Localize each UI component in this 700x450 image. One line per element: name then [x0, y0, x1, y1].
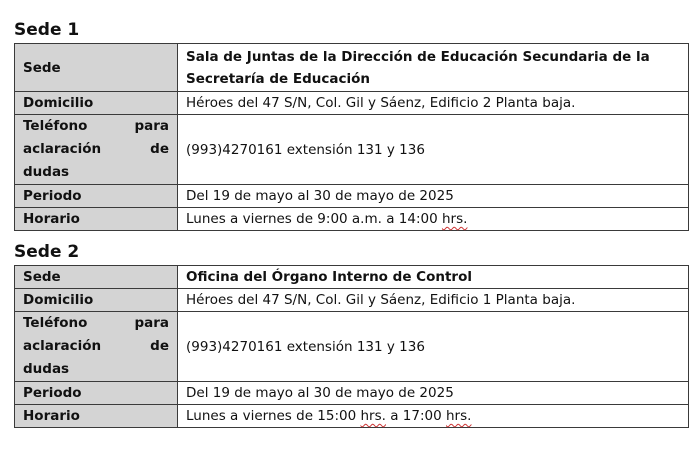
- horario-hrs-2: hrs.: [446, 408, 472, 424]
- periodo-label: Periodo: [15, 382, 178, 405]
- sede-2-heading: Sede 2: [14, 242, 80, 262]
- table-row: [15, 289, 689, 312]
- horario-text-2: a 17:00: [385, 408, 446, 424]
- sede-2-table: [14, 265, 689, 428]
- telefono-value: (993)4270161 extensión 131 y 136: [178, 312, 689, 382]
- sede-1-table: [14, 43, 689, 231]
- table-row: [15, 92, 689, 115]
- table-row: [15, 115, 689, 185]
- domicilio-label: Domicilio: [15, 92, 178, 115]
- horario-label: Horario: [15, 405, 178, 428]
- table-row: [15, 266, 689, 289]
- horario-text: Lunes a viernes de 9:00 a.m. a 14:00: [186, 211, 442, 227]
- horario-value: [178, 405, 689, 428]
- horario-label: Horario: [15, 208, 178, 231]
- table-row: [15, 44, 689, 92]
- table-row: [15, 185, 689, 208]
- domicilio-label: Domicilio: [15, 289, 178, 312]
- periodo-value: Del 19 de mayo al 30 de mayo de 2025: [178, 185, 689, 208]
- telefono-label: Teléfono para aclaración de dudas: [15, 312, 178, 382]
- telefono-label: Teléfono para aclaración de dudas: [15, 115, 178, 185]
- table-row: [15, 312, 689, 382]
- table-row: [15, 405, 689, 428]
- sede-label: Sede: [15, 44, 178, 92]
- sede-value: Oficina del Órgano Interno de Control: [178, 266, 689, 289]
- sede-label: Sede: [15, 266, 178, 289]
- sede-value: Sala de Juntas de la Dirección de Educación Secundaria de la Secretaría de Educación: [178, 44, 689, 92]
- table-row: [15, 208, 689, 231]
- horario-hrs: hrs.: [441, 211, 468, 227]
- table-row: [15, 382, 689, 405]
- horario-value: [178, 208, 689, 231]
- horario-hrs-1: hrs.: [360, 408, 386, 424]
- periodo-label: Periodo: [15, 185, 178, 208]
- domicilio-value: Héroes del 47 S/N, Col. Gil y Sáenz, Edificio 1 Planta baja.: [178, 289, 689, 312]
- horario-text-1: Lunes a viernes de 15:00: [186, 408, 361, 424]
- sede-1-heading: Sede 1: [14, 20, 80, 40]
- periodo-value: Del 19 de mayo al 30 de mayo de 2025: [178, 382, 689, 405]
- domicilio-value: Héroes del 47 S/N, Col. Gil y Sáenz, Edificio 2 Planta baja.: [178, 92, 689, 115]
- telefono-value: (993)4270161 extensión 131 y 136: [178, 115, 689, 185]
